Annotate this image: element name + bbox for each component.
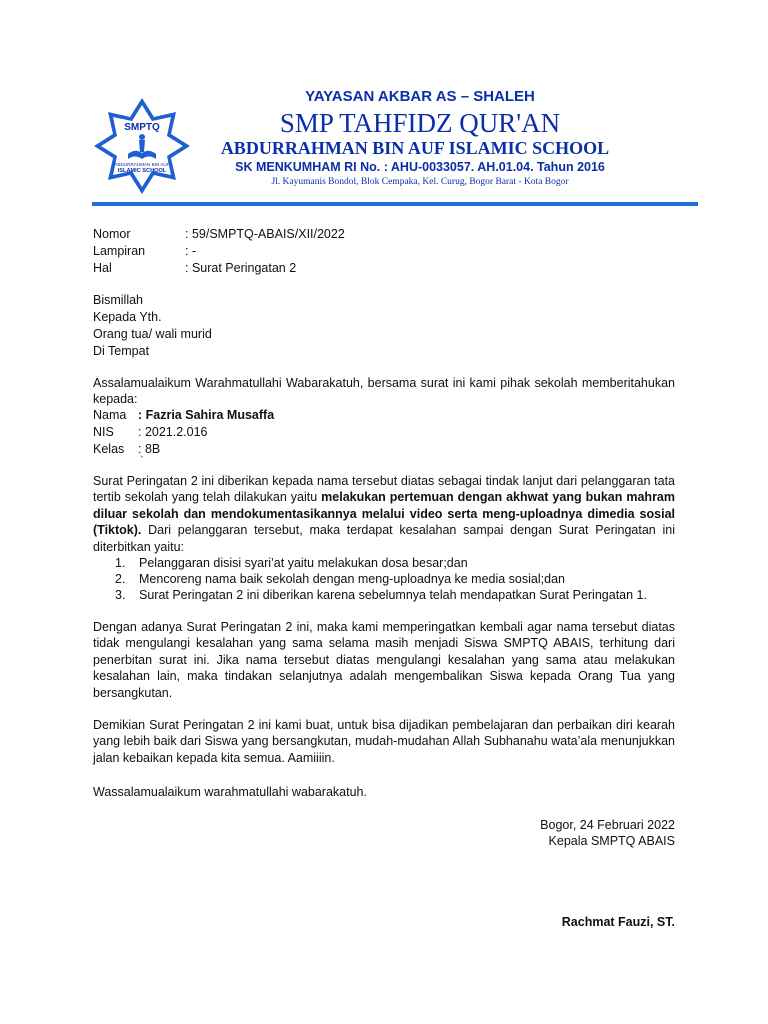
legal-decree: SK MENKUMHAM RI No. : AHU-0033057. AH.01.04. Tahun 2016 [235,160,605,174]
kelas-value: : 8B [138,442,161,456]
recipient-line-4: Di Tempat [93,344,150,358]
kelas-label: Kelas [93,442,125,456]
list-item-number: 2. [115,572,126,586]
nomor-value: : 59/SMPTQ-ABAIS/XII/2022 [185,227,345,241]
lampiran-label: Lampiran [93,244,146,258]
logo-text-top: SMPTQ [124,122,160,133]
recipient-line-1: Bismillah [93,293,144,307]
list-item-text: Mencoreng nama baik sekolah dengan meng-uploadnya ke media sosial;dan [139,572,565,586]
header-divider [92,202,698,206]
stray-mark: ` [140,455,144,467]
school-name: SMP TAHFIDZ QUR'AN [279,108,561,138]
paragraph-1-part-1: Surat Peringatan 2 ini diberikan kepada nama tersebut diatas sebagai tindak lanjut dari pelanggaran tata tertib sekolah yang telah dilakukan yaitu [93,474,675,505]
paragraph-1 [93,473,675,555]
recipient-line-3: Orang tua/ wali murid [93,327,212,341]
paragraph-2: Dengan adanya Surat Peringatan 2 ini, maka kami memperingatkan kembali agar nama tersebut diatas tidak mengulangi kesalahan yang sama selama masih menjadi Siswa SMPTQ ABAIS, terhitung dari penerbitan surat ini. Jika nama tersebut diatas mengulangi kesalahan yang sama atau melakukan kesalahan lain, maka tindakan selanjutnya adalah mengembalikan Siswa kepada Orang Tua yang bersangkutan. [93,620,675,700]
signature-name: Rachmat Fauzi, ST. [561,915,675,929]
paragraph-1-violation: melakukan pertemuan dengan akhwat yang bukan mahram diluar sekolah dan mendokumentasikannya melalui video serta meng-uploadnya dimedia sosial (Tiktok). [93,490,675,538]
hal-value: : Surat Peringatan 2 [185,261,297,275]
school-address: Jl. Kayumanis Bondol, Blok Cempaka, Kel. Curug, Bogor Barat - Kota Bogor [271,177,569,187]
list-item-text: Pelanggaran disisi syari’at yaitu melakukan dosa besar;dan [139,556,468,570]
list-item-number: 1. [115,556,126,570]
nis-value: : 2021.2.016 [138,425,208,439]
list-item [115,587,647,603]
signature-position: Kepala SMPTQ ABAIS [548,834,675,848]
recipient-line-2: Kepada Yth. [93,310,162,324]
school-subtitle: ABDURRAHMAN BIN AUF ISLAMIC SCHOOL [220,138,610,158]
logo-text-bottom-2: ISLAMIC SCHOOL [117,168,167,174]
closing-greeting: Wassalamualaikum warahmatullahi wabarakatuh. [93,785,367,799]
list-item [115,571,647,587]
list-item-text: Surat Peringatan 2 ini diberikan karena sebelumnya telah mendapatkan Surat Peringatan 1. [139,588,647,602]
nama-value: : Fazria Sahira Musaffa [138,408,275,422]
signature-place-date: Bogor, 24 Februari 2022 [540,818,675,832]
nomor-label: Nomor [93,227,131,241]
list-item-number: 3. [115,588,126,602]
logo-text-bottom-1: ABDURRAHMAN BIN AUF [114,162,170,167]
paragraph-3: Demikian Surat Peringatan 2 ini kami buat, untuk bisa dijadikan pembelajaran dan perbaikan diri kearah yang lebih baik dari Siswa yang bersangkutan, mudah-mudahan Allah Subhanahu wata’ala menunjukkan jalan kebaikan kepada kita semua. Aamiiiin. [93,718,675,765]
foundation-name: YAYASAN AKBAR AS – SHALEH [305,88,535,105]
hal-label: Hal [93,261,112,275]
lampiran-value: : - [185,244,197,258]
list-item [115,555,647,571]
paragraph-1-part-2: Dari pelanggaran tersebut, maka terdapat kesalahan sampai dengan Surat Peringatan ini diterbitkan yaitu: [93,523,675,554]
nis-label: NIS [93,425,114,439]
nama-label: Nama [93,408,127,422]
opening-paragraph: Assalamualaikum Warahmatullahi Wabarakatuh, bersama surat ini kami pihak sekolah memberitahukan kepada: [93,376,675,407]
school-logo [92,96,192,196]
violations-list [115,555,647,603]
